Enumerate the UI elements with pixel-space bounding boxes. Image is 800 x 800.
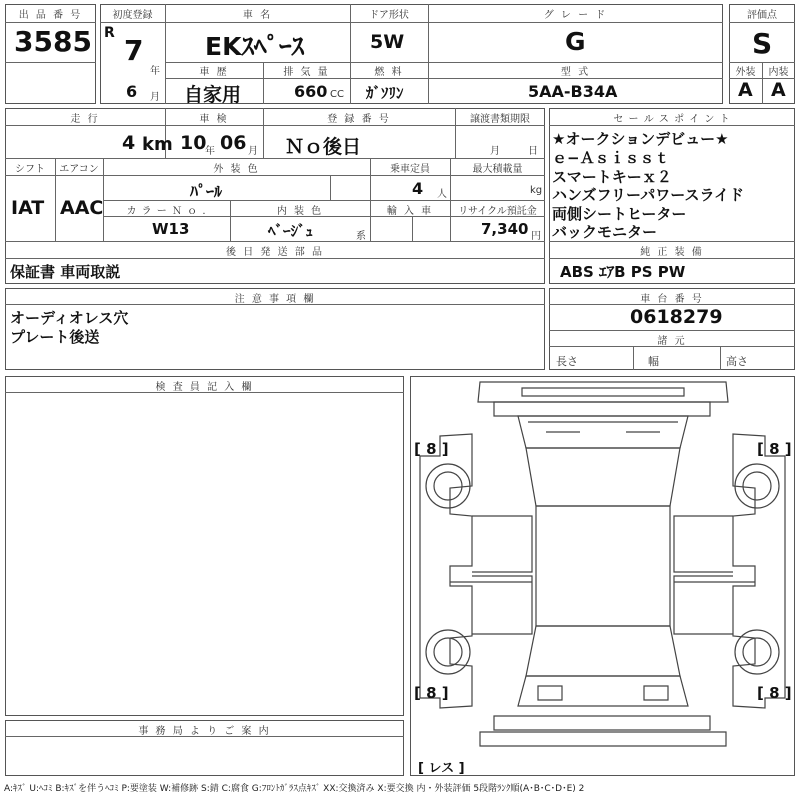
max-load-label: 最大積載量 <box>472 164 523 175</box>
damage-legend: A:ｷｽﾞ U:ﾍｺﾐ B:ｷｽﾞを伴うﾍｺﾐ P:要塗装 W:補修跡 S:錆 C:腐食 G:ﾌﾛﾝﾄｶﾞﾗｽ点ｷｽﾞ XX:交換済み X:要交換 内・外装評価 5段階ﾗﾝｸ順(A･B･C･D･E) 2 <box>4 784 585 794</box>
later-parts: 保証書 車両取説 <box>10 263 121 281</box>
inspector-notes-label: 検 査 員 記 入 欄 <box>155 382 254 393</box>
roof-center <box>536 506 670 626</box>
kg-unit: kg <box>530 185 543 196</box>
car-name: EKｽﾍﾟｰｽ <box>205 32 304 61</box>
spare-tire-label: [ レス ] <box>418 761 465 776</box>
length-label: 長さ <box>556 355 578 368</box>
chassis-number-label: 車 台 番 号 <box>640 294 704 305</box>
door-type-label: ドア形状 <box>369 10 409 21</box>
month-unit: 月 <box>150 92 160 103</box>
cc-unit: CC <box>330 89 344 100</box>
later-parts-label: 後 日 発 送 部 品 <box>226 247 324 258</box>
series-unit: 系 <box>356 231 366 242</box>
vehicle-history-label: 車 歴 <box>199 67 229 78</box>
model-code: 5AA-B34A <box>528 82 618 101</box>
inspection-year-unit: 年 <box>205 146 215 157</box>
model-code-label: 型 式 <box>560 67 591 78</box>
rear-gate <box>518 676 688 706</box>
transfer-deadline-label: 譲渡書類期限 <box>470 114 530 125</box>
mileage-label: 走 行 <box>70 114 100 125</box>
aircon-label: エアコン <box>59 164 99 175</box>
left-front-door <box>472 516 532 572</box>
yen-unit: 円 <box>531 231 541 242</box>
sales-point-item: ｅ−Ａｓｉｓｓｔ <box>552 149 670 167</box>
sales-points-label: セ ー ル ス ポ イ ン ト <box>613 114 731 125</box>
right-front-door <box>674 516 733 572</box>
notes-label: 注 意 事 項 欄 <box>234 294 316 305</box>
shift-label: シフト <box>15 164 45 175</box>
era-mark: R <box>104 25 115 41</box>
tire-front-right: [ 8 ] <box>757 440 792 458</box>
aircon-type: AAC <box>60 197 104 219</box>
year-unit: 年 <box>150 66 160 77</box>
sales-point-item: バックモニター <box>552 223 658 241</box>
mileage: 4 <box>122 132 136 154</box>
hood-panel <box>518 416 688 448</box>
front-left-wheel <box>426 464 470 508</box>
inspector-notes-box <box>5 376 404 716</box>
inspection-year: 10 <box>180 132 207 154</box>
recycle-fee: 7,340 <box>481 220 529 238</box>
overall-score: S <box>752 27 773 60</box>
front-bumper <box>494 402 710 416</box>
interior-score: A <box>771 79 786 101</box>
height-label: 高さ <box>726 355 748 368</box>
grade-label: グ レ ー ド <box>543 10 608 21</box>
car-name-label: 車 名 <box>242 10 273 21</box>
note-line: プレート後送 <box>10 328 100 346</box>
left-rear-door <box>472 576 532 634</box>
sales-point-item: ★オークションデビュー★ <box>552 130 729 148</box>
vehicle-history: 自家用 <box>184 84 242 106</box>
fuel-label: 燃 料 <box>374 67 404 78</box>
rear-bumper <box>494 716 710 730</box>
first-registration-month: 6 <box>126 82 138 101</box>
first-registration-label: 初度登録 <box>112 10 153 21</box>
roof-panel <box>478 382 728 402</box>
inspection-label: 車 検 <box>199 114 229 125</box>
capacity: 4 <box>412 179 424 198</box>
km-unit: km <box>142 134 173 155</box>
office-notice-label: 事 務 局 よ り ご 案 内 <box>138 726 271 737</box>
color-number: W13 <box>152 220 190 238</box>
lot-number: 3585 <box>14 25 92 58</box>
capacity-label: 乗車定員 <box>390 164 430 175</box>
shift-type: IAT <box>11 197 45 219</box>
right-rear-door <box>674 576 733 634</box>
registration-number: Ｎｏ後日 <box>285 136 362 158</box>
transfer-month-unit: 月 <box>490 146 500 157</box>
width-label: 幅 <box>648 355 659 368</box>
sales-point-item: ハンズフリーパワースライド <box>552 186 745 204</box>
equipment-label: 純 正 装 備 <box>640 247 704 258</box>
dimensions-label: 諸 元 <box>657 336 687 347</box>
fuel-type: ｶﾞｿﾘﾝ <box>366 84 404 102</box>
tire-rear-right: [ 8 ] <box>757 684 792 702</box>
first-registration-year: 7 <box>124 34 144 67</box>
exterior-score: A <box>738 79 753 101</box>
exterior-label: 外装 <box>735 67 756 78</box>
exterior-color-label: 外 装 色 <box>213 164 260 175</box>
exterior-color: ﾊﾟｰﾙ <box>190 182 223 201</box>
tire-front-left: [ 8 ] <box>414 440 449 458</box>
registration-number-label: 登 録 番 号 <box>327 114 391 125</box>
recycle-fee-label: リサイクル預託金 <box>458 206 537 217</box>
windshield <box>526 448 680 506</box>
interior-label: 内装 <box>768 67 789 78</box>
standard-equipment: ABS ｴｱB PS PW <box>560 263 686 281</box>
door-type: 5W <box>370 31 405 53</box>
rear-left-wheel <box>426 630 470 674</box>
import-label: 輸 入 車 <box>386 206 434 217</box>
persons-unit: 人 <box>437 189 447 200</box>
sales-point-item: 両側シートヒーター <box>552 205 687 223</box>
lot-number-label: 出 品 番 号 <box>18 10 83 21</box>
front-right-wheel <box>735 464 779 508</box>
grade: G <box>565 27 586 56</box>
displacement-label: 排 気 量 <box>283 67 330 78</box>
transfer-day-unit: 日 <box>528 146 538 157</box>
score-label: 評価点 <box>747 10 777 21</box>
sales-point-item: スマートキーｘ２ <box>552 168 672 186</box>
interior-color: ﾍﾞｰｼﾞｭ <box>268 222 314 240</box>
color-number-label: カ ラ ー Ｎ ｏ . <box>126 206 207 217</box>
rear-right-wheel <box>735 630 779 674</box>
inspection-month-unit: 月 <box>248 146 258 157</box>
car-diagram <box>410 376 795 776</box>
rear-window <box>526 626 680 676</box>
displacement: 660 <box>294 82 328 101</box>
note-line: オーディオレス穴 <box>10 309 129 327</box>
inspection-month: 06 <box>220 132 247 154</box>
chassis-number: 0618279 <box>630 306 723 328</box>
interior-color-label: 内 装 色 <box>276 206 324 217</box>
tire-rear-left: [ 8 ] <box>414 684 449 702</box>
